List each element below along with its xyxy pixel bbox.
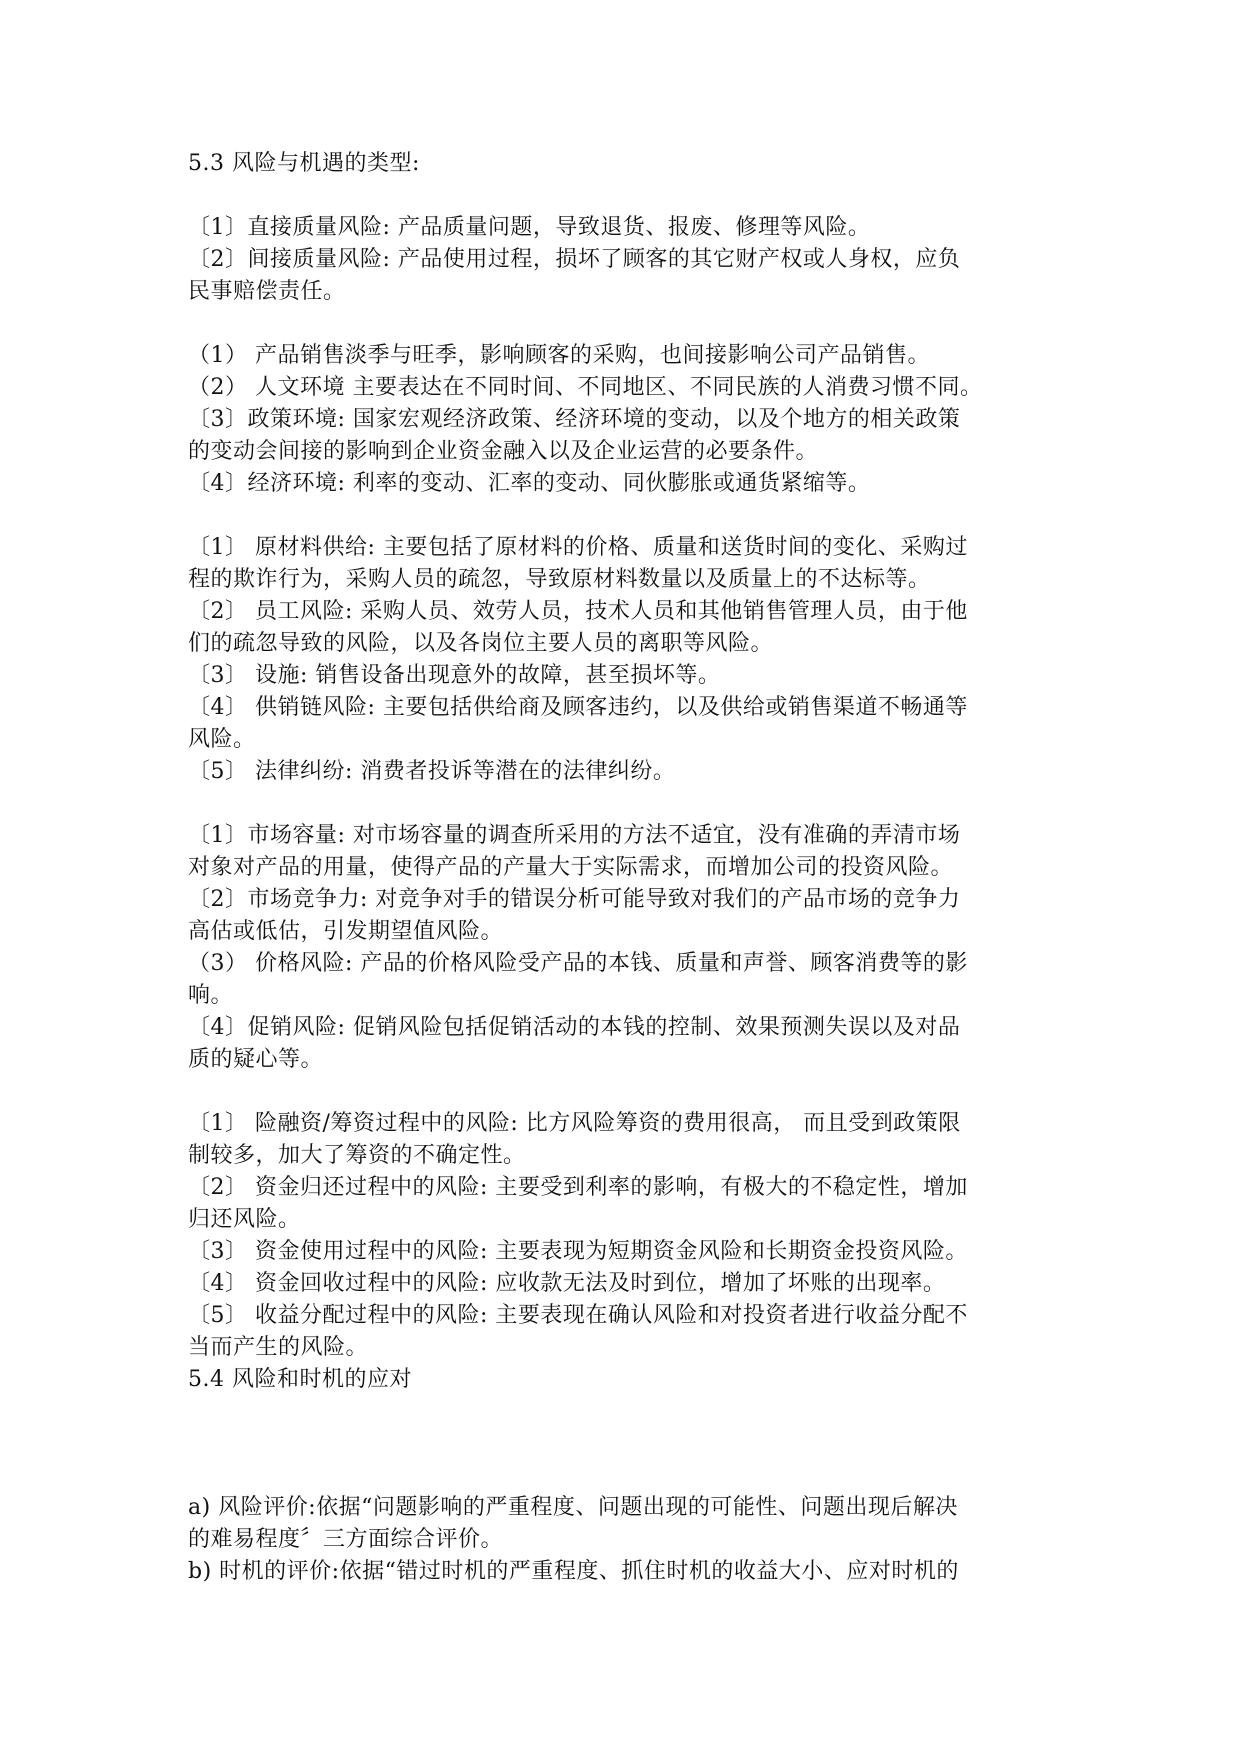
list-item: 归还风险。	[188, 1207, 301, 1232]
list-item: 〔1〕市场容量: 对市场容量的调查所采用的方法不适宜，没有准确的弄清市场	[188, 823, 961, 848]
list-item: 〔2〕间接质量风险: 产品使用过程，损坏了顾客的其它财产权或人身权，应负	[188, 247, 961, 272]
list-item: 制较多，加大了筹资的不确定性。	[188, 1143, 526, 1168]
list-item: 民事赔偿责任。	[188, 279, 346, 304]
paragraph-gap	[188, 788, 1068, 820]
paragraph-gap	[188, 500, 1068, 532]
list-item: 〔1〕直接质量风险: 产品质量问题，导致退货、报废、修理等风险。	[188, 215, 871, 240]
finance-risk-list	[188, 1108, 1068, 1364]
document-body	[188, 148, 1068, 1588]
list-item: 〔4〕促销风险: 促销风险包括促销活动的本钱的控制、效果预测失误以及对品	[188, 1015, 961, 1040]
environment-risk-list	[188, 340, 1068, 500]
paragraph-gap	[188, 180, 1068, 212]
market-risk-list	[188, 820, 1068, 1076]
list-item: 〔5〕 法律纠纷: 消费者投诉等潜在的法律纠纷。	[188, 759, 676, 784]
list-item: 〔2〕市场竞争力: 对竞争对手的错误分析可能导致对我们的产品市场的竞争力	[188, 887, 961, 912]
list-item: （3） 价格风险: 产品的价格风险受产品的本钱、质量和声誉、顾客消费等的影	[188, 951, 968, 976]
list-item: 〔4〕 资金回收过程中的风险: 应收款无法及时到位，增加了坏账的出现率。	[188, 1271, 946, 1296]
paragraph-gap	[188, 1396, 1068, 1492]
list-item: （2） 人文环境 主要表达在不同时间、不同地区、不同民族的人消费习惯不同。	[188, 375, 983, 400]
list-item: 当而产生的风险。	[188, 1335, 369, 1360]
list-item: 风险。	[188, 727, 256, 752]
list-item: 对象对产品的用量，使得产品的产量大于实际需求，而增加公司的投资风险。	[188, 855, 954, 880]
quality-risk-list	[188, 212, 1068, 308]
list-item: 〔1〕 原材料供给: 主要包括了原材料的价格、质量和送货时间的变化、采购过	[188, 535, 968, 560]
section-heading-5-4: 5.4 风险和时机的应对	[188, 1367, 412, 1392]
list-item: a) 风险评价:依据“问题影响的严重程度、问题出现的可能性、问题出现后解决	[188, 1495, 958, 1520]
list-item: 〔5〕 收益分配过程中的风险: 主要表现在确认风险和对投资者进行收益分配不	[188, 1303, 968, 1328]
list-item: （1） 产品销售淡季与旺季，影响顾客的采购，也间接影响公司产品销售。	[188, 343, 930, 368]
list-item: 程的欺诈行为，采购人员的疏忽，导致原材料数量以及质量上的不达标等。	[188, 567, 931, 592]
list-item: 〔4〕经济环境: 利率的变动、汇率的变动、同伙膨胀或通货紧缩等。	[188, 471, 871, 496]
paragraph-gap	[188, 1076, 1068, 1108]
list-item: 〔4〕 供销链风险: 主要包括供给商及顾客违约，以及供给或销售渠道不畅通等	[188, 695, 968, 720]
list-item: 的变动会间接的影响到企业资金融入以及企业运营的必要条件。	[188, 439, 819, 464]
list-item: 质的疑心等。	[188, 1047, 324, 1072]
operations-risk-list	[188, 532, 1068, 788]
paragraph-gap	[188, 308, 1068, 340]
list-item: 们的疏忽导致的风险，以及各岗位主要人员的离职等风险。	[188, 631, 774, 656]
list-item: 〔3〕 设施: 销售设备出现意外的故障，甚至损坏等。	[188, 663, 721, 688]
list-item: 〔1〕 险融资/筹资过程中的风险: 比方风险筹资的费用很高， 而且受到政策限	[188, 1111, 961, 1136]
evaluation-list	[188, 1492, 1068, 1588]
list-item: 高估或低估，引发期望值风险。	[188, 919, 504, 944]
list-item: 〔3〕政策环境: 国家宏观经济政策、经济环境的变动，以及个地方的相关政策	[188, 407, 961, 432]
list-item: 〔2〕 资金归还过程中的风险: 主要受到利率的影响，有极大的不稳定性，增加	[188, 1175, 968, 1200]
list-item: b) 时机的评价:依据“错过时机的严重程度、抓住时机的收益大小、应对时机的	[188, 1559, 959, 1584]
list-item: 响。	[188, 983, 234, 1008]
list-item: 的难易程度〞三方面综合评价。	[188, 1527, 504, 1552]
section-heading-5-3: 5.3 风险与机遇的类型:	[188, 151, 420, 176]
list-item: 〔3〕 资金使用过程中的风险: 主要表现为短期资金风险和长期资金投资风险。	[188, 1239, 968, 1264]
list-item: 〔2〕 员工风险: 采购人员、效劳人员，技术人员和其他销售管理人员，由于他	[188, 599, 968, 624]
